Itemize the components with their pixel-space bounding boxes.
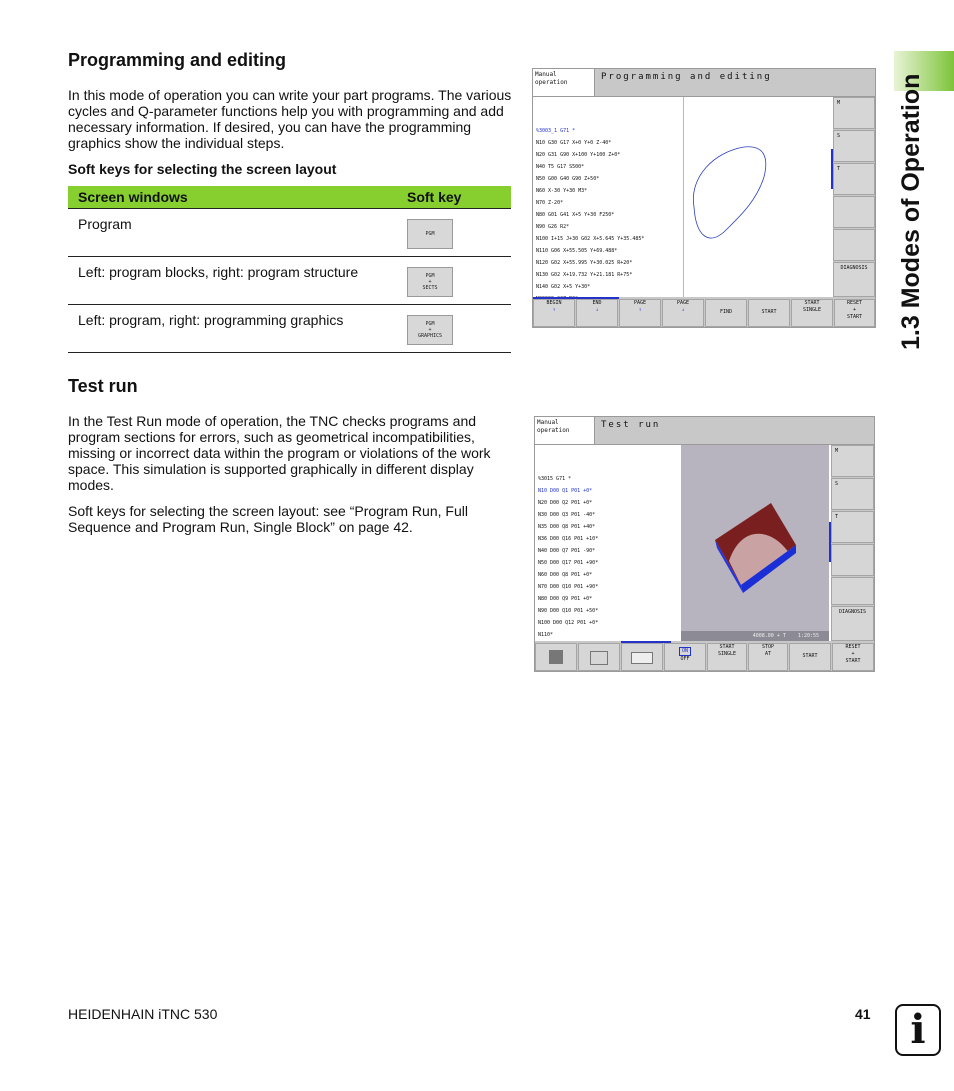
status-line: 4008.00 + T 1:20:55 <box>681 631 829 641</box>
view-sections-softkey[interactable] <box>578 643 620 671</box>
pgm-softkey[interactable]: PGM <box>407 219 453 249</box>
start-single-softkey[interactable]: START SINGLE <box>707 643 747 671</box>
start-softkey[interactable]: START <box>789 643 831 671</box>
s-softkey[interactable]: S <box>831 478 874 510</box>
begin-softkey[interactable]: BEGIN ↑ <box>533 299 575 327</box>
blank-softkey[interactable] <box>833 229 875 261</box>
page-up-softkey[interactable]: PAGE ↑ <box>619 299 661 327</box>
screenshot-test-run <box>534 416 875 672</box>
program-listing: %3003_1 G71 * N10 G30 G17 X+0 Y+0 Z-40* N20 G31 G90 X+100 Y+100 Z+0* N40 T5 G17 S500* N50 G00 G40 G90 Z+50* N60 X-30 Y+30 M3* N70 Z-20* N80 G01 G41 X+5 Y+30 F250* N90 G26 R2* N100 I+15 J+30 G02 X+5.645 Y+35.485* N110 G06 X+55.505 Y+69.488* N120 G02 X+55.995 Y+30.025 R+20* N130 G02 X+19.732 Y+21.181 R+75* N140 G02 X+5 Y+30* <box>533 97 683 297</box>
section-heading-test-run: Test run <box>68 376 138 396</box>
reset-start-softkey[interactable]: RESET + START <box>832 643 874 671</box>
programming-graphics <box>683 97 831 297</box>
softkeys-subheading: Soft keys for selecting the screen layout <box>68 161 337 177</box>
screen-title: Programming and editing <box>595 69 875 97</box>
on-off-softkey[interactable]: ON OFF <box>664 643 706 671</box>
diagnosis-softkey[interactable]: DIAGNOSIS <box>831 606 874 641</box>
workpiece-3d <box>681 445 829 641</box>
pgm-graphics-softkey[interactable]: PGM + GRAPHICS <box>407 315 453 345</box>
blank-softkey[interactable] <box>833 196 875 228</box>
start-single-softkey[interactable]: START SINGLE <box>791 299 833 327</box>
t-softkey[interactable]: T <box>831 511 874 543</box>
end-softkey[interactable]: END ↓ <box>576 299 618 327</box>
program-listing: %3015 G71 * N10 D00 Q1 P01 +0* N20 D00 Q2 P01 +0* N30 D00 Q3 P01 -40* N35 D00 Q8 P01 +40* N36 D00 Q16 P01 +10* N40 D00 Q7 P01 -90* N50 D00 Q17 P01 +90* N60 D00 Q8 P01 +0* N70 D00 Q10 P01 +90* N80 D00 Q9 P01 +0* N90 D00 Q10 P01 +50* N100 D00 Q12 P01 +0* N110* <box>535 445 681 641</box>
info-icon: i <box>895 1004 941 1056</box>
reset-start-softkey[interactable]: RESET + START <box>834 299 875 327</box>
section-body-programming: In this mode of operation you can write your part programs. The various cycles and Q-parameter functions help you with programming and add necessary information. If desired, you can have the programming graphics show the individual steps. <box>68 87 512 151</box>
table-row <box>68 305 511 353</box>
table-header <box>68 186 511 209</box>
row-label: Left: program blocks, right: program structure <box>78 264 359 280</box>
row-label: Program <box>78 216 132 232</box>
chapter-title: 1.3 Modes of Operation <box>897 73 925 350</box>
stop-at-softkey[interactable]: STOP AT <box>748 643 788 671</box>
mode-label: Manual operation <box>535 417 595 445</box>
start-softkey[interactable]: START <box>748 299 790 327</box>
page-down-softkey[interactable]: PAGE ↓ <box>662 299 704 327</box>
blank-softkey[interactable] <box>831 577 874 605</box>
table-row <box>68 257 511 305</box>
screen-title: Test run <box>595 417 874 445</box>
view-3d-softkey[interactable] <box>621 643 663 671</box>
col-soft-key: Soft key <box>407 189 462 205</box>
contour-graphic <box>684 97 824 287</box>
row-label: Left: program, right: programming graphics <box>78 312 344 328</box>
screenshot-programming <box>532 68 876 328</box>
section-heading-programming: Programming and editing <box>68 50 287 70</box>
m-softkey[interactable]: M <box>831 445 874 477</box>
section-body-test-run-ref: Soft keys for selecting the screen layout: see “Program Run, Full Sequence and Program Run, Single Block” on page 42. <box>68 503 468 535</box>
pgm-sects-softkey[interactable]: PGM + SECTS <box>407 267 453 297</box>
chapter-tab <box>897 50 937 350</box>
find-softkey[interactable]: FIND <box>705 299 747 327</box>
m-softkey[interactable]: M <box>833 97 875 129</box>
page-number: 41 <box>855 1006 871 1022</box>
diagnosis-softkey[interactable]: DIAGNOSIS <box>833 262 875 297</box>
section-body-test-run: In the Test Run mode of operation, the TNC checks programs and program sections for errors, such as geometrical incompatibilities, missing or incorrect data within the program or violations of the work space. This simulation is supported graphically in different display modes. <box>68 413 491 493</box>
mode-label: Manual operation <box>533 69 595 97</box>
simulation-graphic <box>681 445 829 641</box>
layout-table <box>68 186 511 353</box>
footer-brand: HEIDENHAIN iTNC 530 <box>68 1006 218 1022</box>
col-screen-windows: Screen windows <box>78 189 188 205</box>
t-softkey[interactable]: T <box>833 163 875 195</box>
view-plan-softkey[interactable] <box>535 643 577 671</box>
s-softkey[interactable]: S <box>833 130 875 162</box>
blank-softkey[interactable] <box>831 544 874 576</box>
table-row <box>68 209 511 257</box>
